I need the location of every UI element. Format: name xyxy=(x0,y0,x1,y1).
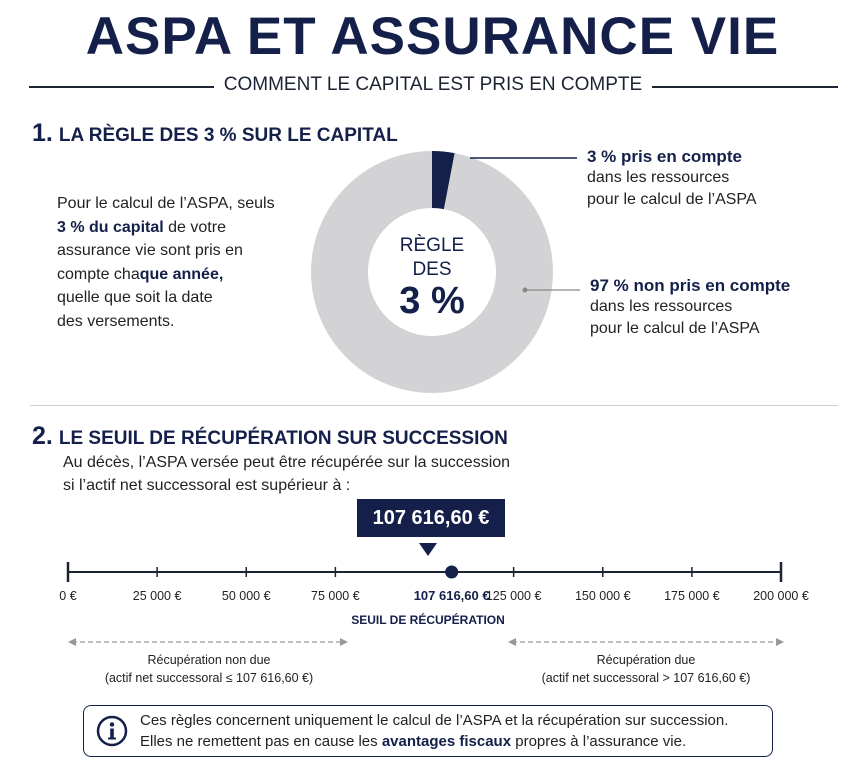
legend-3-title: 3 % pris en compte xyxy=(587,147,742,166)
info-line-2 xyxy=(140,731,728,752)
timeline-tick-label: 175 000 € xyxy=(664,589,720,603)
section-1-title: LA RÈGLE DES 3 % SUR LE CAPITAL xyxy=(58,125,398,146)
legend-97-title: 97 % non pris en compte xyxy=(590,276,791,295)
page-title: ASPA ET ASSURANCE VIE xyxy=(85,7,780,66)
legend-3-line-2: pour le calcul de l’ASPA xyxy=(587,191,757,208)
left-range-line-1: Récupération non due xyxy=(147,653,271,667)
seuil-caption: SEUIL DE RÉCUPÉRATION xyxy=(351,613,505,627)
right-range-arrowhead-right xyxy=(776,638,784,646)
section-2-description xyxy=(63,451,510,497)
leader-dot-97 xyxy=(523,288,528,293)
legend-97-percent xyxy=(590,276,790,340)
legend-97-line-1: dans les ressources xyxy=(590,298,733,315)
intro-text-3: assurance vie sont pris en xyxy=(57,242,243,259)
left-range-arrowhead-left xyxy=(68,638,76,646)
info-line-2c: propres à l’assurance vie. xyxy=(511,733,687,750)
timeline-tick-label: 75 000 € xyxy=(311,589,360,603)
timeline-tick-label: 0 € xyxy=(59,589,77,603)
legend-3-line-1: dans les ressources xyxy=(587,169,730,186)
section-2-desc-line-2: si l’actif net successoral est supérieur à : xyxy=(63,477,351,494)
intro-bold-1: 3 % du capital xyxy=(57,218,164,236)
section-1-number: 1. xyxy=(32,119,53,147)
section-divider xyxy=(30,405,838,406)
page-subtitle: COMMENT LE CAPITAL EST PRIS EN COMPTE xyxy=(223,74,643,95)
section-2-heading xyxy=(32,422,508,451)
threshold-pointer-icon xyxy=(419,543,437,556)
intro-bold-2: que année, xyxy=(139,265,224,283)
intro-text-1: Pour le calcul de l’ASPA, seuls xyxy=(57,195,275,212)
info-line-1: Ces règles concernent uniquement le calcul de l’ASPA et la récupération sur succession. xyxy=(140,712,729,729)
left-range-line-2: (actif net successoral ≤ 107 616,60 €) xyxy=(104,671,314,685)
threshold-value-box: 107 616,60 € xyxy=(357,499,505,537)
intro-text-2: de votre xyxy=(163,218,226,236)
info-line-2a: Elles ne remettent pas en cause les xyxy=(140,733,382,750)
donut-center-line-1: RÈGLE xyxy=(399,235,465,256)
timeline-threshold-label: 107 616,60 € xyxy=(413,588,490,603)
intro-text-4: compte cha xyxy=(57,265,140,283)
timeline-tick-label: 150 000 € xyxy=(574,589,631,603)
timeline-tick-label: 50 000 € xyxy=(221,589,271,603)
section-2-title: LE SEUIL DE RÉCUPÉRATION SUR SUCCESSION xyxy=(58,428,508,449)
info-line-2-bold: avantages fiscaux xyxy=(381,733,512,750)
intro-text-5: quelle que soit la date xyxy=(57,289,213,306)
threshold-marker xyxy=(445,566,458,579)
left-range-arrowhead-right xyxy=(340,638,348,646)
donut-center-line-2: DES xyxy=(412,259,452,280)
timeline-tick-label: 25 000 € xyxy=(132,589,182,603)
right-range-line-1: Récupération due xyxy=(596,653,696,667)
donut-center-line-3: 3 % xyxy=(399,280,465,322)
legend-97-line-2: pour le calcul de l’ASPA xyxy=(590,320,760,337)
intro-text-6: des versements. xyxy=(57,312,175,330)
timeline-tick-label: 125 000 € xyxy=(485,589,542,603)
section-2-desc-line-1: Au décès, l’ASPA versée peut être récupérée sur la succession xyxy=(63,454,511,471)
info-icon xyxy=(96,715,128,747)
succession-threshold-timeline xyxy=(0,540,865,700)
right-range-line-2: (actif net successoral > 107 616,60 €) xyxy=(541,671,751,685)
info-text xyxy=(140,710,728,752)
legend-3-percent xyxy=(587,147,757,211)
right-range-arrowhead-left xyxy=(508,638,516,646)
section-2-number: 2. xyxy=(32,422,53,450)
timeline-tick-label: 200 000 € xyxy=(753,589,809,603)
